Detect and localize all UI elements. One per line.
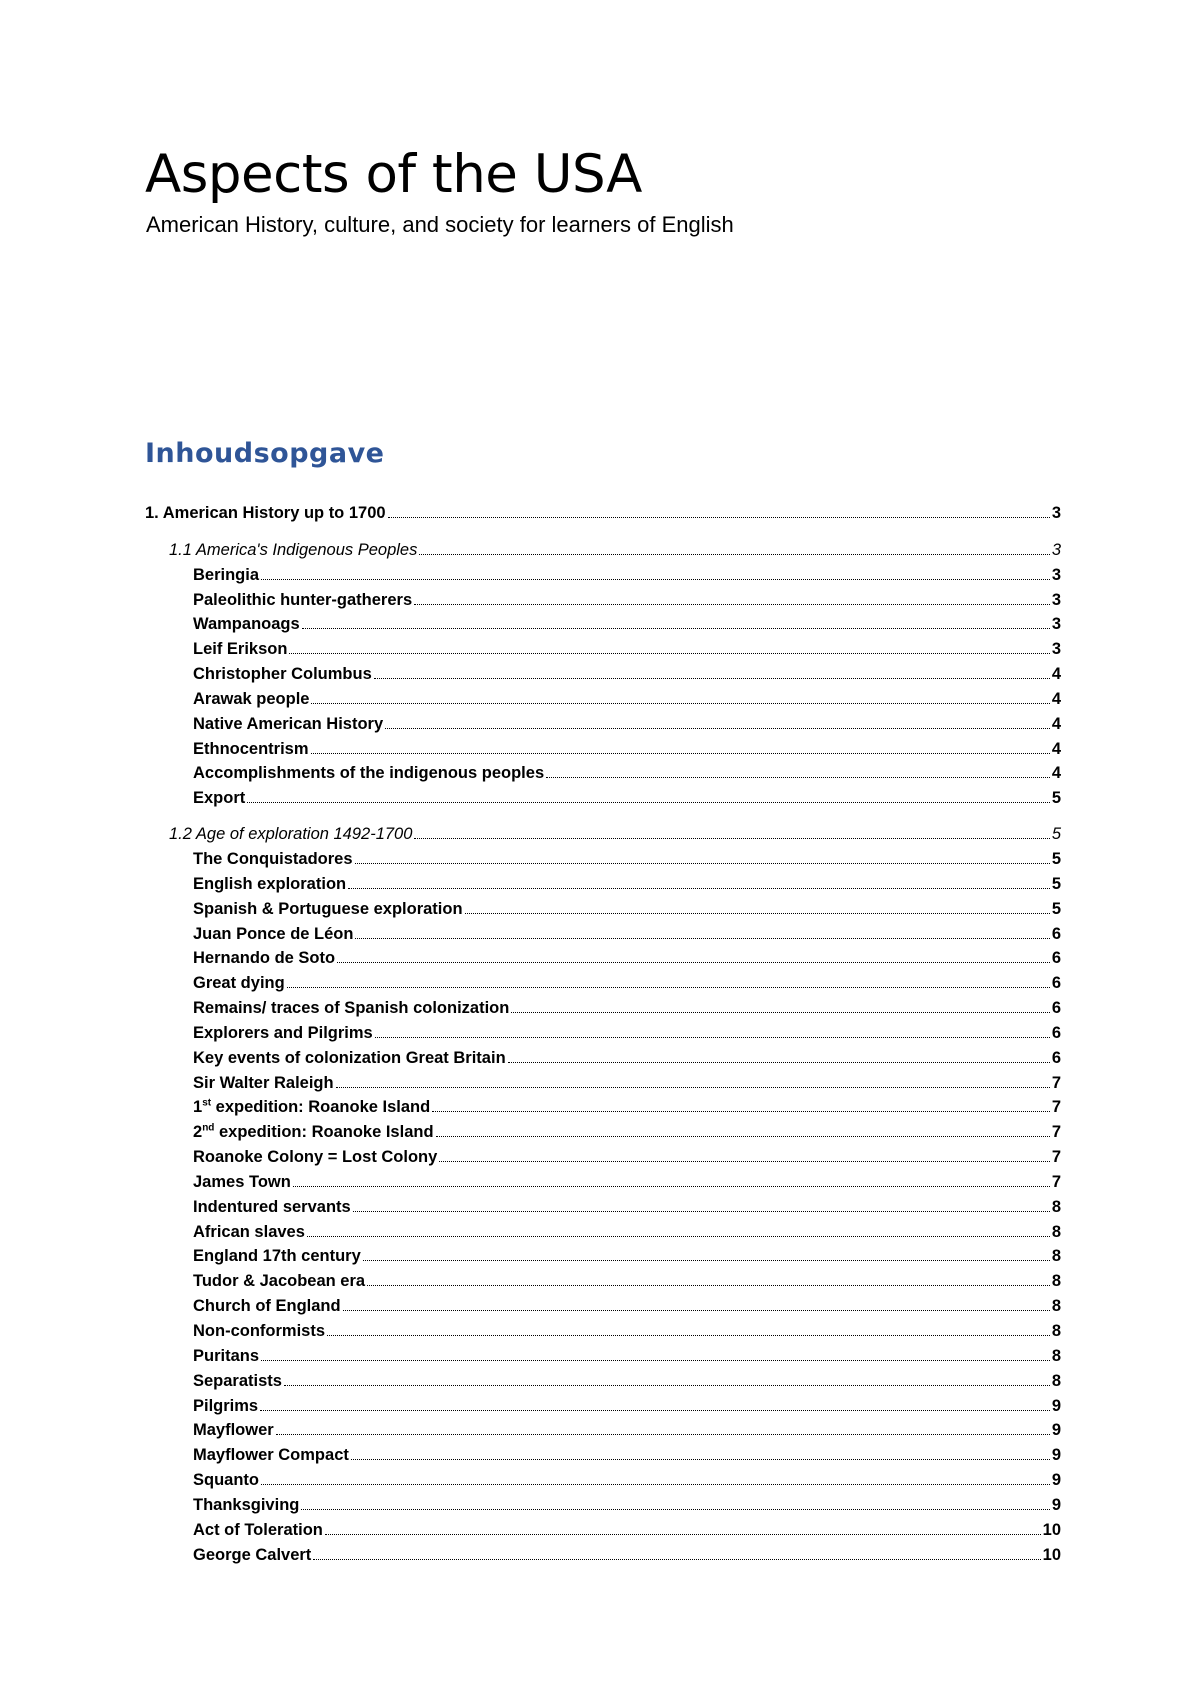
toc-dot-leader [388, 516, 1050, 518]
toc-page-number: 4 [1051, 764, 1061, 783]
toc-dot-leader [375, 1036, 1050, 1038]
toc-section-entry[interactable] [145, 538, 1061, 563]
toc-entry-label: 1.1 America's Indigenous Peoples [169, 540, 418, 559]
toc-entry-label: Remains/ traces of Spanish colonization [193, 999, 510, 1018]
toc-item-entry[interactable] [145, 1468, 1061, 1493]
toc-item-entry[interactable] [145, 612, 1061, 637]
toc-page-number: 4 [1051, 665, 1061, 684]
toc-item-entry[interactable] [145, 1046, 1061, 1071]
toc-page-number: 5 [1051, 849, 1061, 868]
toc-dot-leader [261, 578, 1050, 580]
toc-entry-label: Great dying [193, 974, 285, 993]
toc-dot-leader [261, 1483, 1050, 1485]
toc-entry-label [193, 1095, 430, 1120]
toc-entry-label: George Calvert [193, 1545, 312, 1564]
toc-page-number: 5 [1051, 825, 1061, 844]
toc-dot-leader [327, 1334, 1050, 1336]
toc-item-entry[interactable] [145, 1071, 1061, 1096]
toc-item-entry[interactable] [145, 872, 1061, 897]
toc-page-number: 8 [1051, 1322, 1061, 1340]
toc-page-number: 6 [1051, 974, 1061, 993]
toc-item-entry[interactable] [145, 1195, 1061, 1220]
toc-entry-label: Christopher Columbus [193, 665, 372, 684]
toc-dot-leader [301, 1508, 1049, 1510]
toc-item-entry[interactable] [145, 712, 1061, 737]
toc-item-entry[interactable] [145, 996, 1061, 1021]
toc-entry-label: James Town [193, 1172, 291, 1191]
toc-item-entry[interactable] [145, 1021, 1061, 1046]
toc-page-number: 9 [1051, 1446, 1061, 1465]
toc-page-number: 8 [1051, 1272, 1061, 1291]
toc-dot-leader [414, 837, 1049, 839]
toc-entry-label: Spanish & Portuguese exploration [193, 899, 463, 918]
toc-dot-leader [353, 1210, 1050, 1212]
toc-page-number: 7 [1051, 1172, 1061, 1191]
toc-page-number: 7 [1051, 1073, 1061, 1092]
toc-item-entry[interactable] [145, 1344, 1061, 1369]
toc-item-entry[interactable] [145, 971, 1061, 996]
toc-dot-leader [261, 1359, 1050, 1361]
toc-entry-label: Church of England [193, 1297, 341, 1316]
toc-dot-leader [311, 752, 1050, 754]
toc-dot-leader [511, 1011, 1049, 1013]
toc-dot-leader [439, 1160, 1050, 1162]
toc-item-entry[interactable] [145, 1294, 1061, 1319]
toc-item-entry[interactable] [145, 922, 1061, 947]
toc-dot-leader [313, 1558, 1040, 1560]
toc-entry-label: Tudor & Jacobean era [193, 1272, 366, 1291]
toc-dot-leader [465, 912, 1050, 914]
toc-item-entry[interactable] [145, 1120, 1061, 1145]
toc-page-number: 5 [1051, 874, 1061, 893]
toc-item-entry[interactable] [145, 1443, 1061, 1468]
toc-entry-label: Mayflower Compact [193, 1446, 349, 1465]
toc-dot-leader [287, 986, 1050, 988]
toc-entry-label: 1.2 Age of exploration 1492-1700 [169, 825, 413, 844]
toc-item-entry[interactable] [145, 1394, 1061, 1419]
toc-dot-leader [374, 677, 1050, 679]
toc-dot-leader [348, 887, 1050, 889]
toc-entry-label: Beringia [193, 565, 260, 584]
toc-dot-leader [343, 1309, 1050, 1311]
toc-entry-label: Pilgrims [193, 1396, 259, 1415]
toc-chapter-entry[interactable] [145, 501, 1061, 526]
toc-item-entry[interactable] [145, 662, 1061, 687]
toc-dot-leader [293, 1185, 1050, 1187]
document-subtitle: American History, culture, and society for learners of English [146, 212, 734, 237]
toc-entry-label: Native American History [193, 714, 384, 733]
toc-entry-label: Key events of colonization Great Britain [193, 1048, 506, 1067]
toc-item-entry[interactable] [145, 687, 1061, 712]
toc-item-entry[interactable] [145, 847, 1061, 872]
toc-dot-leader [432, 1110, 1050, 1112]
toc-page-number: 8 [1051, 1346, 1061, 1365]
toc-dot-leader [355, 862, 1050, 864]
toc-item-entry[interactable] [145, 1095, 1061, 1120]
toc-page-number: 6 [1051, 924, 1061, 943]
toc-page-number: 8 [1051, 1247, 1061, 1266]
toc-entry-label: Leif Erikson [193, 640, 288, 659]
toc-dot-leader [284, 1384, 1050, 1386]
toc-item-entry[interactable] [145, 737, 1061, 762]
toc-dot-leader [355, 937, 1049, 939]
toc-item-entry[interactable] [145, 1319, 1061, 1344]
toc-dot-leader [302, 627, 1050, 629]
toc-dot-leader [260, 1409, 1050, 1411]
toc-dot-leader [367, 1284, 1050, 1286]
toc-page-number: 4 [1051, 689, 1061, 708]
toc-entry-ordinal-suffix: nd [202, 1122, 215, 1134]
toc-entry-label: Sir Walter Raleigh [193, 1073, 334, 1092]
toc-dot-leader [307, 1235, 1050, 1237]
toc-dot-leader [311, 702, 1049, 704]
toc-entry-label: Roanoke Colony = Lost Colony [193, 1148, 438, 1167]
toc-page-number: 9 [1051, 1471, 1061, 1490]
toc-entry-ordinal: 2 [193, 1123, 203, 1142]
toc-item-entry[interactable] [145, 563, 1061, 588]
toc-dot-leader [351, 1458, 1050, 1460]
toc-item-entry[interactable] [145, 1170, 1061, 1195]
toc-item-entry[interactable] [145, 588, 1061, 613]
toc-entry-label: English exploration [193, 874, 347, 893]
toc-item-entry[interactable] [145, 946, 1061, 971]
toc-dot-leader [276, 1433, 1050, 1435]
toc-page-number: 7 [1051, 1123, 1061, 1142]
toc-entry-label [193, 1120, 434, 1145]
toc-entry-label: Accomplishments of the indigenous peoples [193, 764, 545, 783]
toc-item-entry[interactable] [145, 1369, 1061, 1394]
toc-page-number: 3 [1051, 504, 1061, 522]
toc-page-number: 6 [1051, 949, 1061, 968]
toc-entry-label: Indentured servants [193, 1197, 351, 1216]
toc-page-number: 3 [1051, 540, 1061, 559]
toc-page-number: 6 [1051, 1023, 1061, 1042]
toc-page-number: 10 [1042, 1520, 1061, 1539]
toc-item-entry[interactable] [145, 1543, 1061, 1568]
toc-entry-label: Act of Toleration [193, 1520, 323, 1539]
toc-entry-ordinal: 1 [193, 1098, 203, 1117]
document-title: Aspects of the USA [145, 144, 642, 205]
toc-dot-leader [289, 652, 1049, 654]
toc-entry-label: Arawak people [193, 689, 310, 708]
toc-page-number: 8 [1051, 1371, 1061, 1390]
toc-dot-leader [336, 1086, 1050, 1088]
toc-page-number: 4 [1051, 714, 1061, 733]
toc-page-number: 4 [1051, 739, 1061, 758]
toc-dot-leader [385, 727, 1050, 729]
toc-item-entry[interactable] [145, 1244, 1061, 1269]
toc-dot-leader [546, 776, 1050, 778]
toc-entry-label: Mayflower [193, 1421, 274, 1440]
toc-section-entry[interactable] [145, 822, 1061, 847]
toc-entry-label: Ethnocentrism [193, 739, 309, 758]
toc-entry-label: African slaves [193, 1222, 305, 1241]
toc-dot-leader [325, 1533, 1041, 1535]
toc-item-entry[interactable] [145, 1493, 1061, 1518]
toc-page-number: 8 [1051, 1222, 1061, 1241]
toc-page-number: 5 [1051, 789, 1061, 808]
toc-entry-text: expedition: Roanoke Island [214, 1123, 434, 1142]
toc-entry-label: Squanto [193, 1471, 259, 1490]
toc-entry-label: Separatists [193, 1371, 282, 1390]
toc-entry-label: 1. American History up to 1700 [145, 504, 386, 522]
toc-dot-leader [247, 801, 1050, 803]
toc-page-number: 5 [1051, 899, 1061, 918]
toc-dot-leader [337, 961, 1050, 963]
toc-page-number: 7 [1051, 1098, 1061, 1117]
toc-page-number: 6 [1051, 999, 1061, 1018]
toc-entry-ordinal-suffix: st [202, 1097, 212, 1109]
toc-entry-label: Explorers and Pilgrims [193, 1023, 373, 1042]
toc-page-number: 3 [1051, 590, 1061, 609]
toc-page-number: 3 [1051, 615, 1061, 634]
toc-entry-label: Thanksgiving [193, 1495, 300, 1514]
toc-item-entry[interactable] [145, 1518, 1061, 1543]
table-of-contents [145, 501, 1061, 1567]
toc-dot-leader [508, 1061, 1050, 1063]
toc-item-entry[interactable] [145, 1418, 1061, 1443]
toc-item-entry[interactable] [145, 1220, 1061, 1245]
toc-page-number: 10 [1042, 1545, 1061, 1564]
toc-entry-label: Wampanoags [193, 615, 300, 634]
toc-page-number: 8 [1051, 1197, 1061, 1216]
toc-item-entry[interactable] [145, 761, 1061, 786]
toc-page-number: 3 [1051, 640, 1061, 659]
toc-page-number: 3 [1051, 565, 1061, 584]
toc-entry-label: Hernando de Soto [193, 949, 336, 968]
toc-page-number: 9 [1051, 1421, 1061, 1440]
toc-page-number: 8 [1051, 1297, 1061, 1316]
toc-page-number: 9 [1051, 1396, 1061, 1415]
toc-dot-leader [414, 603, 1050, 605]
toc-item-entry[interactable] [145, 637, 1061, 662]
toc-entry-label: Juan Ponce de Léon [193, 924, 354, 943]
toc-page-number: 6 [1051, 1048, 1061, 1067]
toc-item-entry[interactable] [145, 1145, 1061, 1170]
toc-heading: Inhoudsopgave [145, 438, 385, 469]
toc-item-entry[interactable] [145, 786, 1061, 811]
toc-item-entry[interactable] [145, 1269, 1061, 1294]
toc-dot-leader [419, 553, 1049, 555]
toc-entry-label: The Conquistadores [193, 849, 353, 868]
toc-entry-label: England 17th century [193, 1247, 361, 1266]
toc-entry-label: Puritans [193, 1346, 260, 1365]
toc-dot-leader [363, 1259, 1050, 1261]
toc-entry-label: Paleolithic hunter-gatherers [193, 590, 413, 609]
toc-entry-label: Export [193, 789, 246, 808]
toc-item-entry[interactable] [145, 897, 1061, 922]
toc-entry-label: Non-conformists [193, 1322, 325, 1340]
toc-page-number: 7 [1051, 1148, 1061, 1167]
toc-entry-text: expedition: Roanoke Island [211, 1098, 431, 1117]
toc-page-number: 9 [1051, 1495, 1061, 1514]
toc-dot-leader [436, 1135, 1050, 1137]
